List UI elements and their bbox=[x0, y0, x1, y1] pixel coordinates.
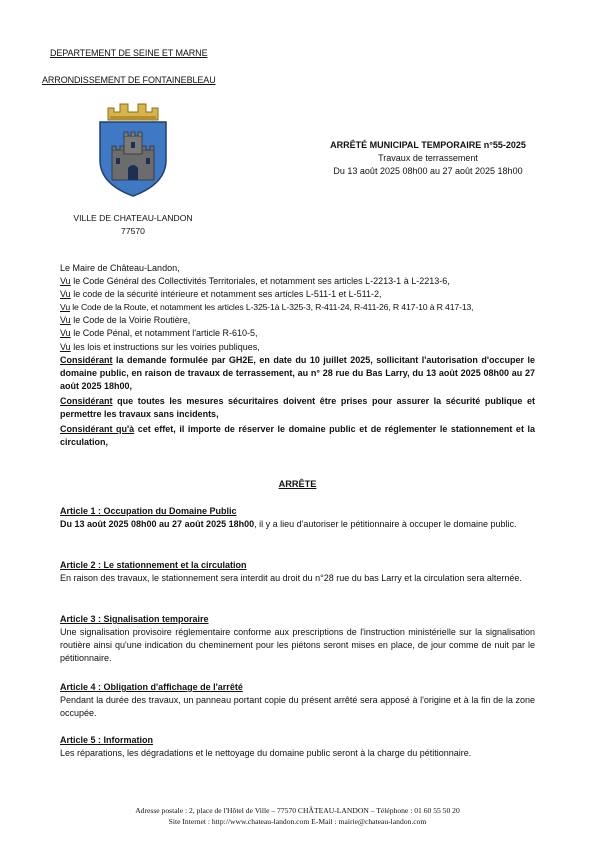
considerant-label: Considérant qu'à bbox=[60, 424, 135, 435]
vu-text: les lois et instructions sur les voiries publiques, bbox=[73, 341, 260, 352]
arrete-subject: Travaux de terrassement bbox=[378, 153, 478, 163]
arrete-heading: ARRÊTE bbox=[278, 479, 317, 489]
considerant-label: Considérant bbox=[60, 395, 113, 406]
vu-text: le Code Général des Collectivités Territoriales, et notamment ses articles L-2213-1 à L-2213-6, bbox=[73, 276, 450, 287]
considerant-text: cet effet, il importe de réserver le domaine public et de réglementer le stationnement et la circulation, bbox=[60, 424, 535, 448]
considerant-label: Considérant bbox=[60, 354, 113, 365]
department-label: DEPARTEMENT DE SEINE ET MARNE bbox=[50, 48, 208, 58]
considerant-text: la demande formulée par GH2E, en date du 10 juillet 2025, sollicitant l'autorisation d'occuper le domaine public, en raison de travaux de terrassement, au n° 28 rue du Bas Larry, du 13 août 2025 08h00 au 27 août 2025 18h00, bbox=[60, 354, 535, 391]
article-text: Une signalisation provisoire réglementaire conforme aux prescriptions de l'instruction ministérielle sur la signalisation routière ainsi qu'une indication du cheminement pour les piétons seront mises en place, de jour comme de nuit par le pétitionnaire. bbox=[60, 627, 535, 664]
vu-line bbox=[60, 341, 535, 354]
arrete-number: ARRÊTÉ MUNICIPAL TEMPORAIRE n°55-2025 bbox=[330, 140, 526, 150]
article-title: Article 2 : Le stationnement et la circulation bbox=[60, 560, 247, 570]
article-lead: Du 13 août 2025 08h00 au 27 août 2025 18h00 bbox=[60, 519, 255, 530]
considerant-2 bbox=[60, 395, 535, 421]
vu-text: le Code de la Route, et notamment les articles L-325-1à L-325-3, R-411-24, R-411-26, R 417-10 à R 417-13, bbox=[72, 302, 474, 313]
arrete-dates: Du 13 août 2025 08h00 au 27 août 2025 18h00 bbox=[333, 166, 523, 176]
article-title: Article 5 : Information bbox=[60, 735, 154, 745]
vu-label: Vu bbox=[60, 315, 71, 326]
vu-text: le code de la sécurité intérieure et notamment ses articles L-511-1 et L-511-2, bbox=[73, 289, 382, 300]
coat-of-arms-icon bbox=[94, 102, 172, 198]
vu-line bbox=[60, 301, 535, 314]
preamble bbox=[60, 262, 535, 449]
vu-label: Vu bbox=[60, 276, 71, 287]
vu-label: Vu bbox=[60, 341, 71, 352]
article-3 bbox=[60, 613, 535, 665]
article-1 bbox=[60, 505, 535, 531]
footer-address: Adresse postale : 2, place de l'Hôtel de Ville – 77570 CHÂTEAU-LANDON – Téléphone : 01 60 55 50 20 bbox=[135, 806, 460, 815]
town-name: VILLE DE CHATEAU-LANDON bbox=[73, 213, 193, 223]
vu-label: Vu bbox=[60, 328, 71, 339]
article-title: Article 1 : Occupation du Domaine Public bbox=[60, 506, 237, 516]
vu-line bbox=[60, 314, 535, 327]
vu-label: Vu bbox=[60, 302, 71, 313]
vu-text: le Code Pénal, et notamment l'article R-610-5, bbox=[73, 328, 258, 339]
preamble-intro: Le Maire de Château-Landon, bbox=[60, 263, 180, 273]
article-title: Article 4 : Obligation d'affichage de l'arrêté bbox=[60, 682, 243, 692]
article-4 bbox=[60, 681, 535, 720]
considerant-1 bbox=[60, 354, 535, 393]
article-text: Les réparations, les dégradations et le nettoyage du domaine public seront à la charge du pétitionnaire. bbox=[60, 748, 472, 759]
article-2 bbox=[60, 559, 535, 585]
article-text bbox=[60, 518, 535, 531]
article-text: Pendant la durée des travaux, un panneau portant copie du présent arrêté sera apposé à l'origine et à la fin de la zone occupée. bbox=[60, 695, 535, 719]
article-body: , il y a lieu d'autoriser le pétitionnaire à occuper le domaine public. bbox=[254, 519, 517, 530]
arrondissement-label: ARRONDISSEMENT DE FONTAINEBLEAU bbox=[42, 75, 216, 85]
vu-text: le Code de la Voirie Routière, bbox=[73, 315, 191, 326]
footer-contact: Site Internet : http://www.chateau-landon.com E-Mail : mairie@chateau-landon.com bbox=[168, 817, 427, 826]
vu-label: Vu bbox=[60, 289, 71, 300]
vu-line bbox=[60, 327, 535, 340]
arrete-title-block bbox=[300, 139, 556, 178]
considerant-text: que toutes les mesures sécuritaires doivent être prises pour assurer la sécurité publique et permettre les travaux sans incidents, bbox=[60, 395, 535, 420]
considerant-3 bbox=[60, 423, 535, 449]
vu-line bbox=[60, 275, 535, 288]
postal-code: 77570 bbox=[121, 226, 145, 236]
article-5 bbox=[60, 734, 535, 760]
article-title: Article 3 : Signalisation temporaire bbox=[60, 614, 209, 624]
article-text: En raison des travaux, le stationnement sera interdit au droit du n°28 rue du bas Larry et la circulation sera alternée. bbox=[60, 573, 522, 584]
vu-line bbox=[60, 288, 535, 301]
